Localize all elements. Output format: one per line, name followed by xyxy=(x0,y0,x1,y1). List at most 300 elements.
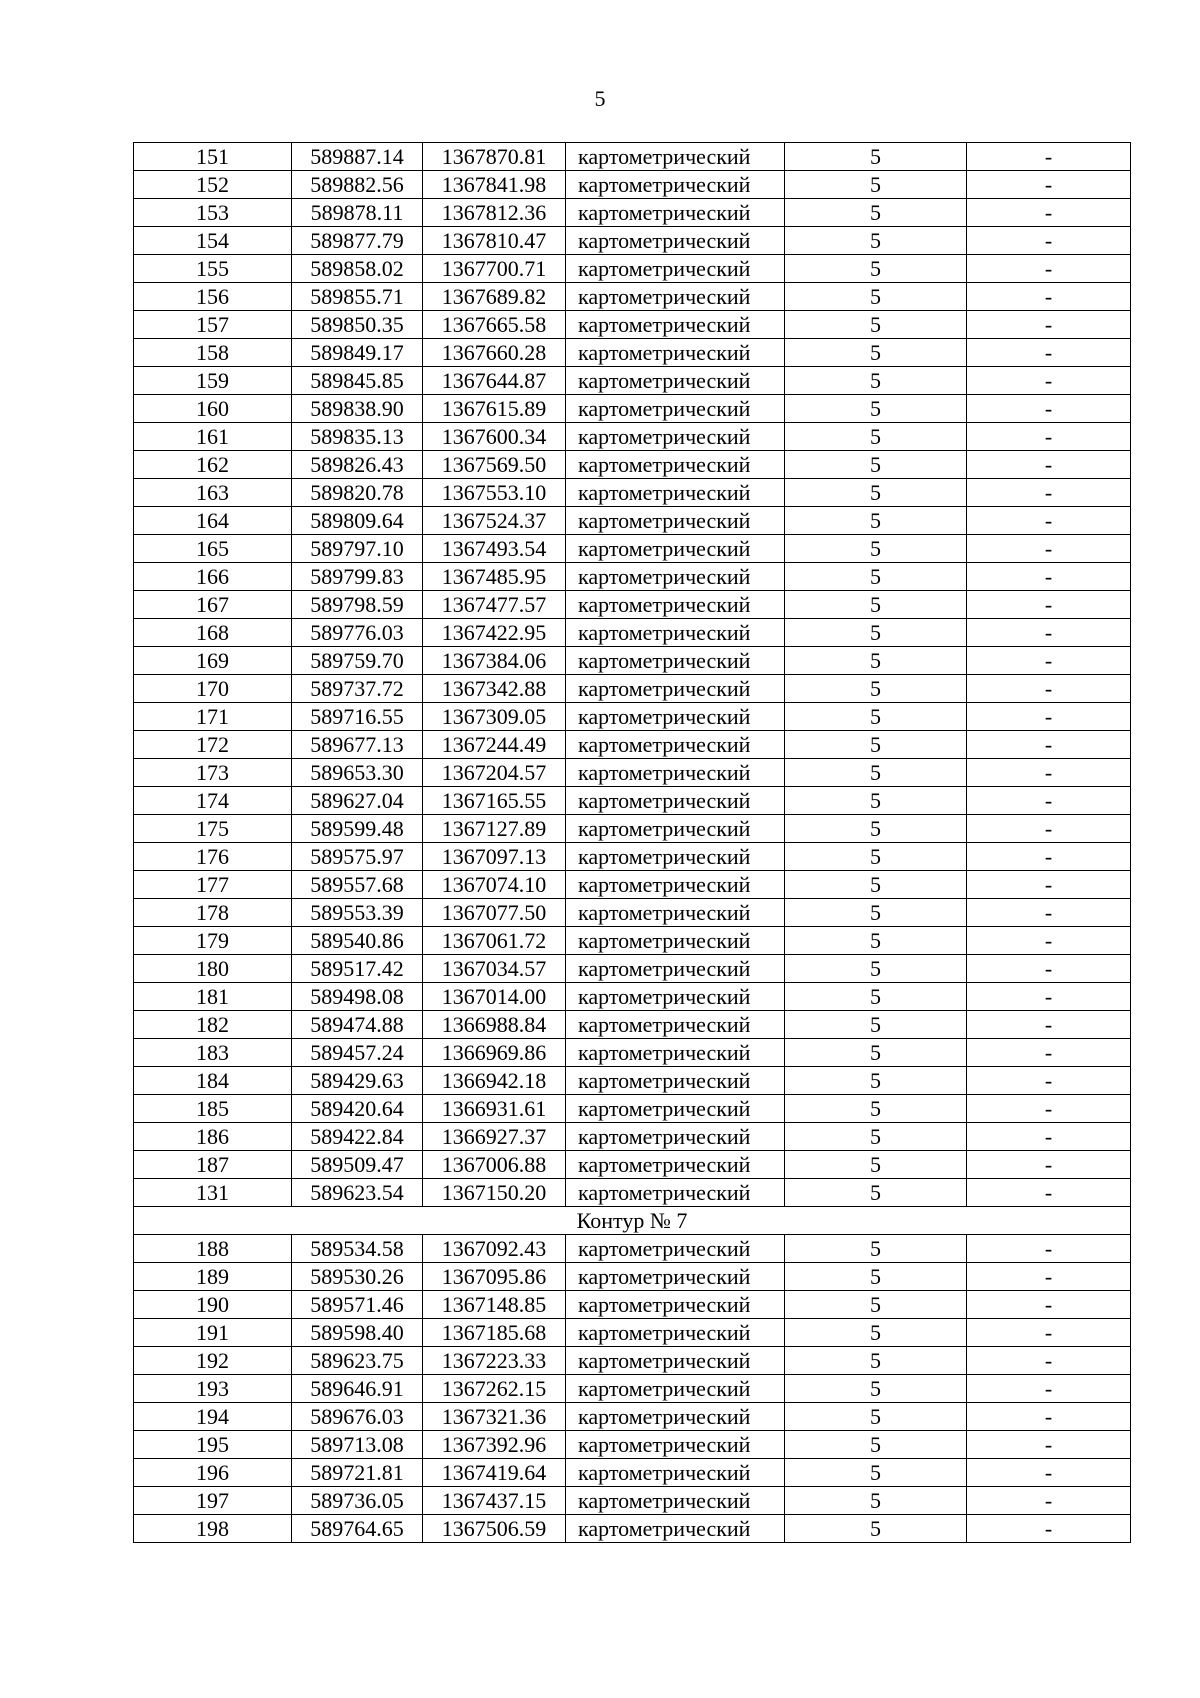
y-coordinate-cell: 1367493.54 xyxy=(423,535,566,563)
method-cell: картометрический xyxy=(566,675,785,703)
x-coordinate-cell: 589571.46 xyxy=(292,1291,423,1319)
point-number-cell: 172 xyxy=(134,731,292,759)
method-cell: картометрический xyxy=(566,479,785,507)
y-coordinate-cell: 1367524.37 xyxy=(423,507,566,535)
accuracy-cell: 5 xyxy=(785,311,967,339)
point-number-cell: 131 xyxy=(134,1179,292,1207)
method-cell: картометрический xyxy=(566,759,785,787)
accuracy-cell: 5 xyxy=(785,563,967,591)
method-cell: картометрический xyxy=(566,899,785,927)
x-coordinate-cell: 589677.13 xyxy=(292,731,423,759)
table-row xyxy=(134,843,1131,871)
point-number-cell: 188 xyxy=(134,1235,292,1263)
table-row xyxy=(134,647,1131,675)
accuracy-cell: 5 xyxy=(785,647,967,675)
point-number-cell: 163 xyxy=(134,479,292,507)
point-number-cell: 167 xyxy=(134,591,292,619)
method-cell: картометрический xyxy=(566,1179,785,1207)
x-coordinate-cell: 589776.03 xyxy=(292,619,423,647)
table-row xyxy=(134,787,1131,815)
x-coordinate-cell: 589887.14 xyxy=(292,143,423,171)
x-coordinate-cell: 589882.56 xyxy=(292,171,423,199)
accuracy-cell: 5 xyxy=(785,703,967,731)
x-coordinate-cell: 589599.48 xyxy=(292,815,423,843)
y-coordinate-cell: 1367810.47 xyxy=(423,227,566,255)
method-cell: картометрический xyxy=(566,927,785,955)
table-row xyxy=(134,1151,1131,1179)
note-cell: - xyxy=(967,1403,1131,1431)
accuracy-cell: 5 xyxy=(785,787,967,815)
accuracy-cell: 5 xyxy=(785,1459,967,1487)
table-row xyxy=(134,1319,1131,1347)
note-cell: - xyxy=(967,703,1131,731)
method-cell: картометрический xyxy=(566,591,785,619)
table-row xyxy=(134,563,1131,591)
accuracy-cell: 5 xyxy=(785,815,967,843)
accuracy-cell: 5 xyxy=(785,143,967,171)
point-number-cell: 195 xyxy=(134,1431,292,1459)
table-row xyxy=(134,675,1131,703)
accuracy-cell: 5 xyxy=(785,1039,967,1067)
y-coordinate-cell: 1367600.34 xyxy=(423,423,566,451)
accuracy-cell: 5 xyxy=(785,423,967,451)
table-row xyxy=(134,759,1131,787)
y-coordinate-cell: 1367569.50 xyxy=(423,451,566,479)
point-number-cell: 154 xyxy=(134,227,292,255)
note-cell: - xyxy=(967,1011,1131,1039)
accuracy-cell: 5 xyxy=(785,1263,967,1291)
table-row xyxy=(134,815,1131,843)
accuracy-cell: 5 xyxy=(785,899,967,927)
y-coordinate-cell: 1367477.57 xyxy=(423,591,566,619)
x-coordinate-cell: 589826.43 xyxy=(292,451,423,479)
point-number-cell: 156 xyxy=(134,283,292,311)
method-cell: картометрический xyxy=(566,563,785,591)
method-cell: картометрический xyxy=(566,1067,785,1095)
method-cell: картометрический xyxy=(566,255,785,283)
point-number-cell: 190 xyxy=(134,1291,292,1319)
point-number-cell: 168 xyxy=(134,619,292,647)
y-coordinate-cell: 1367660.28 xyxy=(423,339,566,367)
method-cell: картометрический xyxy=(566,339,785,367)
coordinates-table-body xyxy=(134,143,1131,1543)
table-row xyxy=(134,1179,1131,1207)
y-coordinate-cell: 1367700.71 xyxy=(423,255,566,283)
table-row xyxy=(134,591,1131,619)
y-coordinate-cell: 1367148.85 xyxy=(423,1291,566,1319)
note-cell: - xyxy=(967,339,1131,367)
table-row xyxy=(134,367,1131,395)
y-coordinate-cell: 1367061.72 xyxy=(423,927,566,955)
accuracy-cell: 5 xyxy=(785,367,967,395)
point-number-cell: 175 xyxy=(134,815,292,843)
note-cell: - xyxy=(967,955,1131,983)
table-row xyxy=(134,1459,1131,1487)
method-cell: картометрический xyxy=(566,731,785,759)
x-coordinate-cell: 589540.86 xyxy=(292,927,423,955)
method-cell: картометрический xyxy=(566,171,785,199)
accuracy-cell: 5 xyxy=(785,1123,967,1151)
method-cell: картометрический xyxy=(566,1011,785,1039)
note-cell: - xyxy=(967,255,1131,283)
y-coordinate-cell: 1367204.57 xyxy=(423,759,566,787)
table-row xyxy=(134,227,1131,255)
table-row xyxy=(134,1039,1131,1067)
note-cell: - xyxy=(967,1375,1131,1403)
point-number-cell: 177 xyxy=(134,871,292,899)
note-cell: - xyxy=(967,451,1131,479)
note-cell: - xyxy=(967,227,1131,255)
note-cell: - xyxy=(967,843,1131,871)
table-row xyxy=(134,479,1131,507)
accuracy-cell: 5 xyxy=(785,255,967,283)
x-coordinate-cell: 589420.64 xyxy=(292,1095,423,1123)
table-row xyxy=(134,1263,1131,1291)
accuracy-cell: 5 xyxy=(785,1235,967,1263)
point-number-cell: 158 xyxy=(134,339,292,367)
method-cell: картометрический xyxy=(566,1263,785,1291)
accuracy-cell: 5 xyxy=(785,479,967,507)
y-coordinate-cell: 1367077.50 xyxy=(423,899,566,927)
accuracy-cell: 5 xyxy=(785,871,967,899)
y-coordinate-cell: 1367392.96 xyxy=(423,1431,566,1459)
x-coordinate-cell: 589878.11 xyxy=(292,199,423,227)
method-cell: картометрический xyxy=(566,367,785,395)
x-coordinate-cell: 589798.59 xyxy=(292,591,423,619)
table-row xyxy=(134,1123,1131,1151)
point-number-cell: 174 xyxy=(134,787,292,815)
y-coordinate-cell: 1367244.49 xyxy=(423,731,566,759)
note-cell: - xyxy=(967,787,1131,815)
x-coordinate-cell: 589797.10 xyxy=(292,535,423,563)
x-coordinate-cell: 589737.72 xyxy=(292,675,423,703)
accuracy-cell: 5 xyxy=(785,395,967,423)
x-coordinate-cell: 589474.88 xyxy=(292,1011,423,1039)
table-row xyxy=(134,535,1131,563)
x-coordinate-cell: 589845.85 xyxy=(292,367,423,395)
accuracy-cell: 5 xyxy=(785,1291,967,1319)
y-coordinate-cell: 1367092.43 xyxy=(423,1235,566,1263)
table-row xyxy=(134,1235,1131,1263)
point-number-cell: 189 xyxy=(134,1263,292,1291)
note-cell: - xyxy=(967,1263,1131,1291)
y-coordinate-cell: 1366969.86 xyxy=(423,1039,566,1067)
note-cell: - xyxy=(967,1487,1131,1515)
point-number-cell: 179 xyxy=(134,927,292,955)
x-coordinate-cell: 589799.83 xyxy=(292,563,423,591)
note-cell: - xyxy=(967,563,1131,591)
x-coordinate-cell: 589534.58 xyxy=(292,1235,423,1263)
y-coordinate-cell: 1367006.88 xyxy=(423,1151,566,1179)
x-coordinate-cell: 589517.42 xyxy=(292,955,423,983)
table-row xyxy=(134,871,1131,899)
y-coordinate-cell: 1366988.84 xyxy=(423,1011,566,1039)
note-cell: - xyxy=(967,619,1131,647)
accuracy-cell: 5 xyxy=(785,843,967,871)
accuracy-cell: 5 xyxy=(785,283,967,311)
point-number-cell: 155 xyxy=(134,255,292,283)
method-cell: картометрический xyxy=(566,535,785,563)
point-number-cell: 184 xyxy=(134,1067,292,1095)
note-cell: - xyxy=(967,1347,1131,1375)
note-cell: - xyxy=(967,647,1131,675)
page-number: 5 xyxy=(594,86,606,111)
x-coordinate-cell: 589759.70 xyxy=(292,647,423,675)
x-coordinate-cell: 589877.79 xyxy=(292,227,423,255)
point-number-cell: 161 xyxy=(134,423,292,451)
accuracy-cell: 5 xyxy=(785,535,967,563)
accuracy-cell: 5 xyxy=(785,199,967,227)
accuracy-cell: 5 xyxy=(785,1095,967,1123)
y-coordinate-cell: 1367223.33 xyxy=(423,1347,566,1375)
note-cell: - xyxy=(967,507,1131,535)
x-coordinate-cell: 589835.13 xyxy=(292,423,423,451)
note-cell: - xyxy=(967,479,1131,507)
accuracy-cell: 5 xyxy=(785,339,967,367)
note-cell: - xyxy=(967,731,1131,759)
table-row xyxy=(134,899,1131,927)
point-number-cell: 153 xyxy=(134,199,292,227)
note-cell: - xyxy=(967,1151,1131,1179)
note-cell: - xyxy=(967,423,1131,451)
y-coordinate-cell: 1366942.18 xyxy=(423,1067,566,1095)
table-row xyxy=(134,1487,1131,1515)
y-coordinate-cell: 1367097.13 xyxy=(423,843,566,871)
note-cell: - xyxy=(967,1039,1131,1067)
accuracy-cell: 5 xyxy=(785,759,967,787)
table-row xyxy=(134,731,1131,759)
x-coordinate-cell: 589820.78 xyxy=(292,479,423,507)
method-cell: картометрический xyxy=(566,1151,785,1179)
accuracy-cell: 5 xyxy=(785,1319,967,1347)
method-cell: картометрический xyxy=(566,647,785,675)
point-number-cell: 166 xyxy=(134,563,292,591)
x-coordinate-cell: 589736.05 xyxy=(292,1487,423,1515)
point-number-cell: 170 xyxy=(134,675,292,703)
x-coordinate-cell: 589858.02 xyxy=(292,255,423,283)
y-coordinate-cell: 1366927.37 xyxy=(423,1123,566,1151)
note-cell: - xyxy=(967,1515,1131,1543)
y-coordinate-cell: 1367553.10 xyxy=(423,479,566,507)
x-coordinate-cell: 589764.65 xyxy=(292,1515,423,1543)
point-number-cell: 198 xyxy=(134,1515,292,1543)
note-cell: - xyxy=(967,1431,1131,1459)
note-cell: - xyxy=(967,1123,1131,1151)
table-row xyxy=(134,451,1131,479)
y-coordinate-cell: 1367644.87 xyxy=(423,367,566,395)
x-coordinate-cell: 589627.04 xyxy=(292,787,423,815)
method-cell: картометрический xyxy=(566,1291,785,1319)
accuracy-cell: 5 xyxy=(785,1487,967,1515)
x-coordinate-cell: 589849.17 xyxy=(292,339,423,367)
y-coordinate-cell: 1367074.10 xyxy=(423,871,566,899)
x-coordinate-cell: 589676.03 xyxy=(292,1403,423,1431)
note-cell: - xyxy=(967,899,1131,927)
method-cell: картометрический xyxy=(566,1039,785,1067)
method-cell: картометрический xyxy=(566,1095,785,1123)
x-coordinate-cell: 589598.40 xyxy=(292,1319,423,1347)
x-coordinate-cell: 589429.63 xyxy=(292,1067,423,1095)
x-coordinate-cell: 589498.08 xyxy=(292,983,423,1011)
table-row xyxy=(134,983,1131,1011)
x-coordinate-cell: 589646.91 xyxy=(292,1375,423,1403)
table-row xyxy=(134,1403,1131,1431)
table-row xyxy=(134,423,1131,451)
accuracy-cell: 5 xyxy=(785,1151,967,1179)
table-row xyxy=(134,1375,1131,1403)
note-cell: - xyxy=(967,1235,1131,1263)
accuracy-cell: 5 xyxy=(785,451,967,479)
method-cell: картометрический xyxy=(566,199,785,227)
section-heading: Контур № 7 xyxy=(134,1207,1131,1235)
accuracy-cell: 5 xyxy=(785,1067,967,1095)
y-coordinate-cell: 1367384.06 xyxy=(423,647,566,675)
accuracy-cell: 5 xyxy=(785,1375,967,1403)
method-cell: картометрический xyxy=(566,871,785,899)
table-row xyxy=(134,507,1131,535)
x-coordinate-cell: 589850.35 xyxy=(292,311,423,339)
table-row xyxy=(134,619,1131,647)
note-cell: - xyxy=(967,535,1131,563)
method-cell: картометрический xyxy=(566,1235,785,1263)
point-number-cell: 187 xyxy=(134,1151,292,1179)
y-coordinate-cell: 1367309.05 xyxy=(423,703,566,731)
y-coordinate-cell: 1367615.89 xyxy=(423,395,566,423)
y-coordinate-cell: 1367841.98 xyxy=(423,171,566,199)
method-cell: картометрический xyxy=(566,1487,785,1515)
accuracy-cell: 5 xyxy=(785,955,967,983)
note-cell: - xyxy=(967,283,1131,311)
point-number-cell: 194 xyxy=(134,1403,292,1431)
method-cell: картометрический xyxy=(566,619,785,647)
point-number-cell: 186 xyxy=(134,1123,292,1151)
note-cell: - xyxy=(967,675,1131,703)
x-coordinate-cell: 589623.75 xyxy=(292,1347,423,1375)
table-row xyxy=(134,1347,1131,1375)
y-coordinate-cell: 1367185.68 xyxy=(423,1319,566,1347)
method-cell: картометрический xyxy=(566,703,785,731)
note-cell: - xyxy=(967,1459,1131,1487)
method-cell: картометрический xyxy=(566,1319,785,1347)
point-number-cell: 169 xyxy=(134,647,292,675)
note-cell: - xyxy=(967,171,1131,199)
point-number-cell: 180 xyxy=(134,955,292,983)
x-coordinate-cell: 589855.71 xyxy=(292,283,423,311)
table-row xyxy=(134,955,1131,983)
y-coordinate-cell: 1367812.36 xyxy=(423,199,566,227)
method-cell: картометрический xyxy=(566,395,785,423)
method-cell: картометрический xyxy=(566,815,785,843)
table-row xyxy=(134,1095,1131,1123)
accuracy-cell: 5 xyxy=(785,983,967,1011)
point-number-cell: 197 xyxy=(134,1487,292,1515)
method-cell: картометрический xyxy=(566,1459,785,1487)
table-row xyxy=(134,283,1131,311)
note-cell: - xyxy=(967,1095,1131,1123)
x-coordinate-cell: 589553.39 xyxy=(292,899,423,927)
table-row xyxy=(134,143,1131,171)
y-coordinate-cell: 1367437.15 xyxy=(423,1487,566,1515)
y-coordinate-cell: 1367262.15 xyxy=(423,1375,566,1403)
accuracy-cell: 5 xyxy=(785,619,967,647)
note-cell: - xyxy=(967,759,1131,787)
method-cell: картометрический xyxy=(566,227,785,255)
x-coordinate-cell: 589557.68 xyxy=(292,871,423,899)
table-row xyxy=(134,1515,1131,1543)
method-cell: картометрический xyxy=(566,843,785,871)
note-cell: - xyxy=(967,871,1131,899)
note-cell: - xyxy=(967,591,1131,619)
y-coordinate-cell: 1367127.89 xyxy=(423,815,566,843)
point-number-cell: 159 xyxy=(134,367,292,395)
y-coordinate-cell: 1367419.64 xyxy=(423,1459,566,1487)
point-number-cell: 160 xyxy=(134,395,292,423)
note-cell: - xyxy=(967,143,1131,171)
point-number-cell: 165 xyxy=(134,535,292,563)
table-row xyxy=(134,395,1131,423)
table-row xyxy=(134,1431,1131,1459)
point-number-cell: 193 xyxy=(134,1375,292,1403)
point-number-cell: 183 xyxy=(134,1039,292,1067)
method-cell: картометрический xyxy=(566,1347,785,1375)
method-cell: картометрический xyxy=(566,143,785,171)
accuracy-cell: 5 xyxy=(785,1403,967,1431)
y-coordinate-cell: 1367034.57 xyxy=(423,955,566,983)
point-number-cell: 171 xyxy=(134,703,292,731)
y-coordinate-cell: 1367165.55 xyxy=(423,787,566,815)
point-number-cell: 152 xyxy=(134,171,292,199)
y-coordinate-cell: 1367506.59 xyxy=(423,1515,566,1543)
table-row xyxy=(134,1291,1131,1319)
method-cell: картометрический xyxy=(566,983,785,1011)
point-number-cell: 157 xyxy=(134,311,292,339)
table-row xyxy=(134,339,1131,367)
method-cell: картометрический xyxy=(566,311,785,339)
accuracy-cell: 5 xyxy=(785,227,967,255)
x-coordinate-cell: 589653.30 xyxy=(292,759,423,787)
y-coordinate-cell: 1367095.86 xyxy=(423,1263,566,1291)
method-cell: картометрический xyxy=(566,507,785,535)
method-cell: картометрический xyxy=(566,1403,785,1431)
section-heading-row xyxy=(134,1207,1131,1235)
note-cell: - xyxy=(967,815,1131,843)
accuracy-cell: 5 xyxy=(785,1179,967,1207)
note-cell: - xyxy=(967,1291,1131,1319)
method-cell: картометрический xyxy=(566,955,785,983)
accuracy-cell: 5 xyxy=(785,591,967,619)
note-cell: - xyxy=(967,1179,1131,1207)
method-cell: картометрический xyxy=(566,1515,785,1543)
y-coordinate-cell: 1367665.58 xyxy=(423,311,566,339)
note-cell: - xyxy=(967,927,1131,955)
note-cell: - xyxy=(967,1319,1131,1347)
accuracy-cell: 5 xyxy=(785,1515,967,1543)
table-row xyxy=(134,1067,1131,1095)
x-coordinate-cell: 589530.26 xyxy=(292,1263,423,1291)
table-row xyxy=(134,171,1131,199)
point-number-cell: 173 xyxy=(134,759,292,787)
method-cell: картометрический xyxy=(566,451,785,479)
y-coordinate-cell: 1367689.82 xyxy=(423,283,566,311)
point-number-cell: 151 xyxy=(134,143,292,171)
method-cell: картометрический xyxy=(566,423,785,451)
point-number-cell: 178 xyxy=(134,899,292,927)
x-coordinate-cell: 589838.90 xyxy=(292,395,423,423)
x-coordinate-cell: 589575.97 xyxy=(292,843,423,871)
point-number-cell: 182 xyxy=(134,1011,292,1039)
point-number-cell: 181 xyxy=(134,983,292,1011)
note-cell: - xyxy=(967,983,1131,1011)
